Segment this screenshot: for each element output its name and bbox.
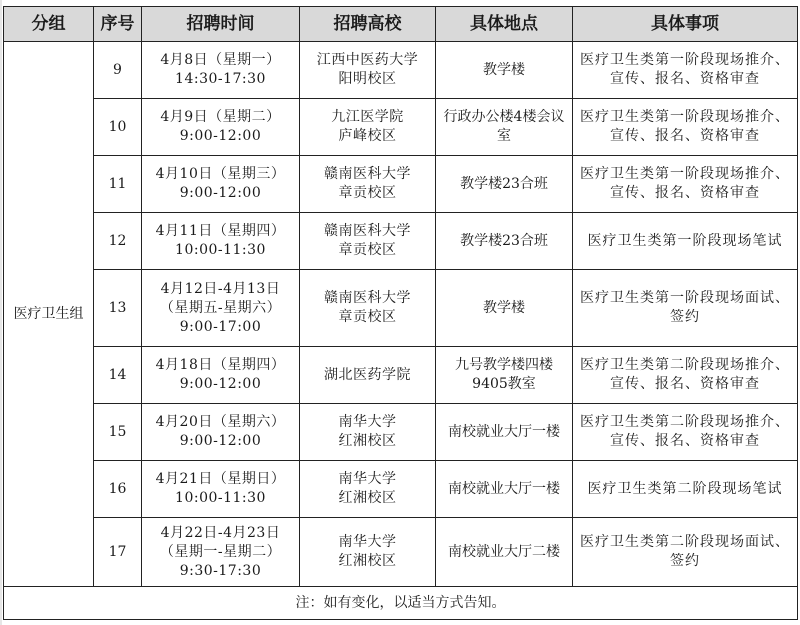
matter-cell: 医疗卫生类第一阶段现场面试、签约 bbox=[573, 270, 798, 347]
time-cell-line: 4月18日（星期四） bbox=[155, 357, 286, 373]
matter-cell: 医疗卫生类第一阶段现场推介、宣传、报名、资格审查 bbox=[573, 99, 798, 156]
location-cell bbox=[436, 156, 573, 213]
time-cell-line: 9:00-12:00 bbox=[179, 185, 262, 201]
time-cell-line: 14:30-17:30 bbox=[175, 71, 266, 87]
matter-cell: 医疗卫生类第一阶段现场笔试 bbox=[573, 213, 798, 270]
table-row bbox=[4, 347, 798, 404]
school-cell-line: 章贡校区 bbox=[338, 185, 397, 201]
time-cell-line: 4月8日（星期一） bbox=[160, 52, 281, 68]
table-row bbox=[4, 461, 798, 518]
matter-cell: 医疗卫生类第二阶段现场笔试 bbox=[573, 461, 798, 518]
time-cell-line: 4月12日-4月13日 bbox=[160, 280, 281, 297]
seq-cell: 9 bbox=[94, 42, 142, 99]
schedule-table bbox=[3, 6, 798, 620]
school-cell bbox=[300, 99, 436, 156]
time-cell-line: 4月9日（星期二） bbox=[160, 109, 281, 125]
school-cell bbox=[300, 347, 436, 404]
school-cell-line: 赣南医科大学 bbox=[324, 223, 411, 239]
time-cell-line: 4月20日（星期六） bbox=[155, 414, 286, 430]
header-row bbox=[4, 7, 798, 42]
time-cell bbox=[142, 518, 300, 587]
seq-cell: 10 bbox=[94, 99, 142, 156]
school-cell bbox=[300, 270, 436, 347]
group-cell: 医疗卫生组 bbox=[4, 42, 94, 587]
time-cell-line: 4月10日（星期三） bbox=[155, 166, 286, 182]
matter-cell: 医疗卫生类第二阶段现场面试、签约 bbox=[573, 518, 798, 587]
location-cell bbox=[436, 461, 573, 518]
table-row bbox=[4, 213, 798, 270]
matter-cell: 医疗卫生类第二阶段现场推介、宣传、报名、资格审查 bbox=[573, 404, 798, 461]
seq-cell: 15 bbox=[94, 404, 142, 461]
school-cell-line: 南华大学 bbox=[338, 471, 397, 487]
time-cell bbox=[142, 347, 300, 404]
location-cell-line: 行政办公楼4楼会议室 bbox=[443, 109, 565, 144]
note-row bbox=[4, 587, 798, 620]
seq-cell: 12 bbox=[94, 213, 142, 270]
header-school: 招聘高校 bbox=[300, 7, 436, 42]
school-cell-line: 江西中医药大学 bbox=[316, 52, 419, 68]
school-cell bbox=[300, 404, 436, 461]
table-row bbox=[4, 518, 798, 587]
time-cell-line: 4月22日-4月23日 bbox=[160, 524, 281, 541]
time-cell-line: 4月11日（星期四） bbox=[155, 223, 286, 239]
location-cell-line: 9405教室 bbox=[472, 376, 536, 392]
time-cell-line: 10:00-11:30 bbox=[175, 242, 266, 258]
location-cell-line: 教学楼 bbox=[483, 299, 525, 316]
time-cell-line: （星期一-星期二） bbox=[159, 543, 282, 560]
matter-cell: 医疗卫生类第一阶段现场推介、宣传、报名、资格审查 bbox=[573, 156, 798, 213]
time-cell bbox=[142, 99, 300, 156]
table-row bbox=[4, 156, 798, 213]
time-cell-line: 9:00-17:00 bbox=[179, 318, 262, 335]
school-cell bbox=[300, 42, 436, 99]
header-location: 具体地点 bbox=[436, 7, 573, 42]
location-cell bbox=[436, 42, 573, 99]
school-cell-line: 红湘校区 bbox=[338, 433, 397, 449]
location-cell-line: 南校就业大厅二楼 bbox=[448, 543, 560, 560]
time-cell bbox=[142, 404, 300, 461]
location-cell-line: 南校就业大厅一楼 bbox=[448, 423, 560, 440]
note-text: 注：如有变化，以适当方式告知。 bbox=[4, 587, 798, 620]
seq-cell: 14 bbox=[94, 347, 142, 404]
time-cell bbox=[142, 461, 300, 518]
table-row bbox=[4, 270, 798, 347]
school-cell-line: 南华大学 bbox=[338, 534, 397, 550]
location-cell-line: 教学楼23合班 bbox=[460, 232, 548, 249]
school-cell-line: 庐峰校区 bbox=[338, 128, 397, 144]
location-cell-line: 南校就业大厅一楼 bbox=[448, 480, 560, 497]
time-cell bbox=[142, 42, 300, 99]
table-row bbox=[4, 42, 798, 99]
header-seq: 序号 bbox=[94, 7, 142, 42]
time-cell-line: 9:00-12:00 bbox=[179, 433, 262, 449]
location-cell bbox=[436, 347, 573, 404]
school-cell bbox=[300, 461, 436, 518]
header-matter: 具体事项 bbox=[573, 7, 798, 42]
time-cell bbox=[142, 270, 300, 347]
location-cell bbox=[436, 99, 573, 156]
location-cell bbox=[436, 404, 573, 461]
school-cell-line: 红湘校区 bbox=[338, 490, 397, 506]
time-cell-line: 10:00-11:30 bbox=[175, 490, 266, 506]
seq-cell: 13 bbox=[94, 270, 142, 347]
location-cell-line: 教学楼23合班 bbox=[460, 175, 548, 192]
seq-cell: 11 bbox=[94, 156, 142, 213]
time-cell bbox=[142, 213, 300, 270]
header-time: 招聘时间 bbox=[142, 7, 300, 42]
time-cell-line: 9:00-12:00 bbox=[179, 128, 262, 144]
table-body bbox=[4, 42, 798, 587]
school-cell bbox=[300, 518, 436, 587]
time-cell-line: 9:30-17:30 bbox=[179, 562, 262, 579]
time-cell-line: （星期五-星期六） bbox=[159, 299, 282, 316]
school-cell-line: 九江医学院 bbox=[331, 109, 404, 125]
time-cell-line: 9:00-12:00 bbox=[179, 376, 262, 392]
school-cell-line: 南华大学 bbox=[338, 414, 397, 430]
location-cell bbox=[436, 213, 573, 270]
table-row bbox=[4, 404, 798, 461]
school-cell-line: 章贡校区 bbox=[338, 309, 397, 325]
school-cell-line: 湖北医药学院 bbox=[324, 366, 411, 383]
seq-cell: 17 bbox=[94, 518, 142, 587]
time-cell-line: 4月21日（星期日） bbox=[155, 471, 286, 487]
location-cell bbox=[436, 270, 573, 347]
seq-cell: 16 bbox=[94, 461, 142, 518]
school-cell-line: 红湘校区 bbox=[338, 553, 397, 569]
location-cell-line: 九号教学楼四楼 bbox=[455, 357, 553, 373]
matter-cell: 医疗卫生类第二阶段现场推介、宣传、报名、资格审查 bbox=[573, 347, 798, 404]
time-cell bbox=[142, 156, 300, 213]
school-cell-line: 阳明校区 bbox=[338, 71, 397, 87]
school-cell bbox=[300, 213, 436, 270]
header-group: 分组 bbox=[4, 7, 94, 42]
school-cell-line: 章贡校区 bbox=[338, 242, 397, 258]
location-cell-line: 教学楼 bbox=[483, 61, 525, 78]
school-cell bbox=[300, 156, 436, 213]
location-cell bbox=[436, 518, 573, 587]
table-row bbox=[4, 99, 798, 156]
school-cell-line: 赣南医科大学 bbox=[324, 290, 411, 306]
matter-cell: 医疗卫生类第一阶段现场推介、宣传、报名、资格审查 bbox=[573, 42, 798, 99]
sheet-edge bbox=[0, 0, 2, 625]
school-cell-line: 赣南医科大学 bbox=[324, 166, 411, 182]
